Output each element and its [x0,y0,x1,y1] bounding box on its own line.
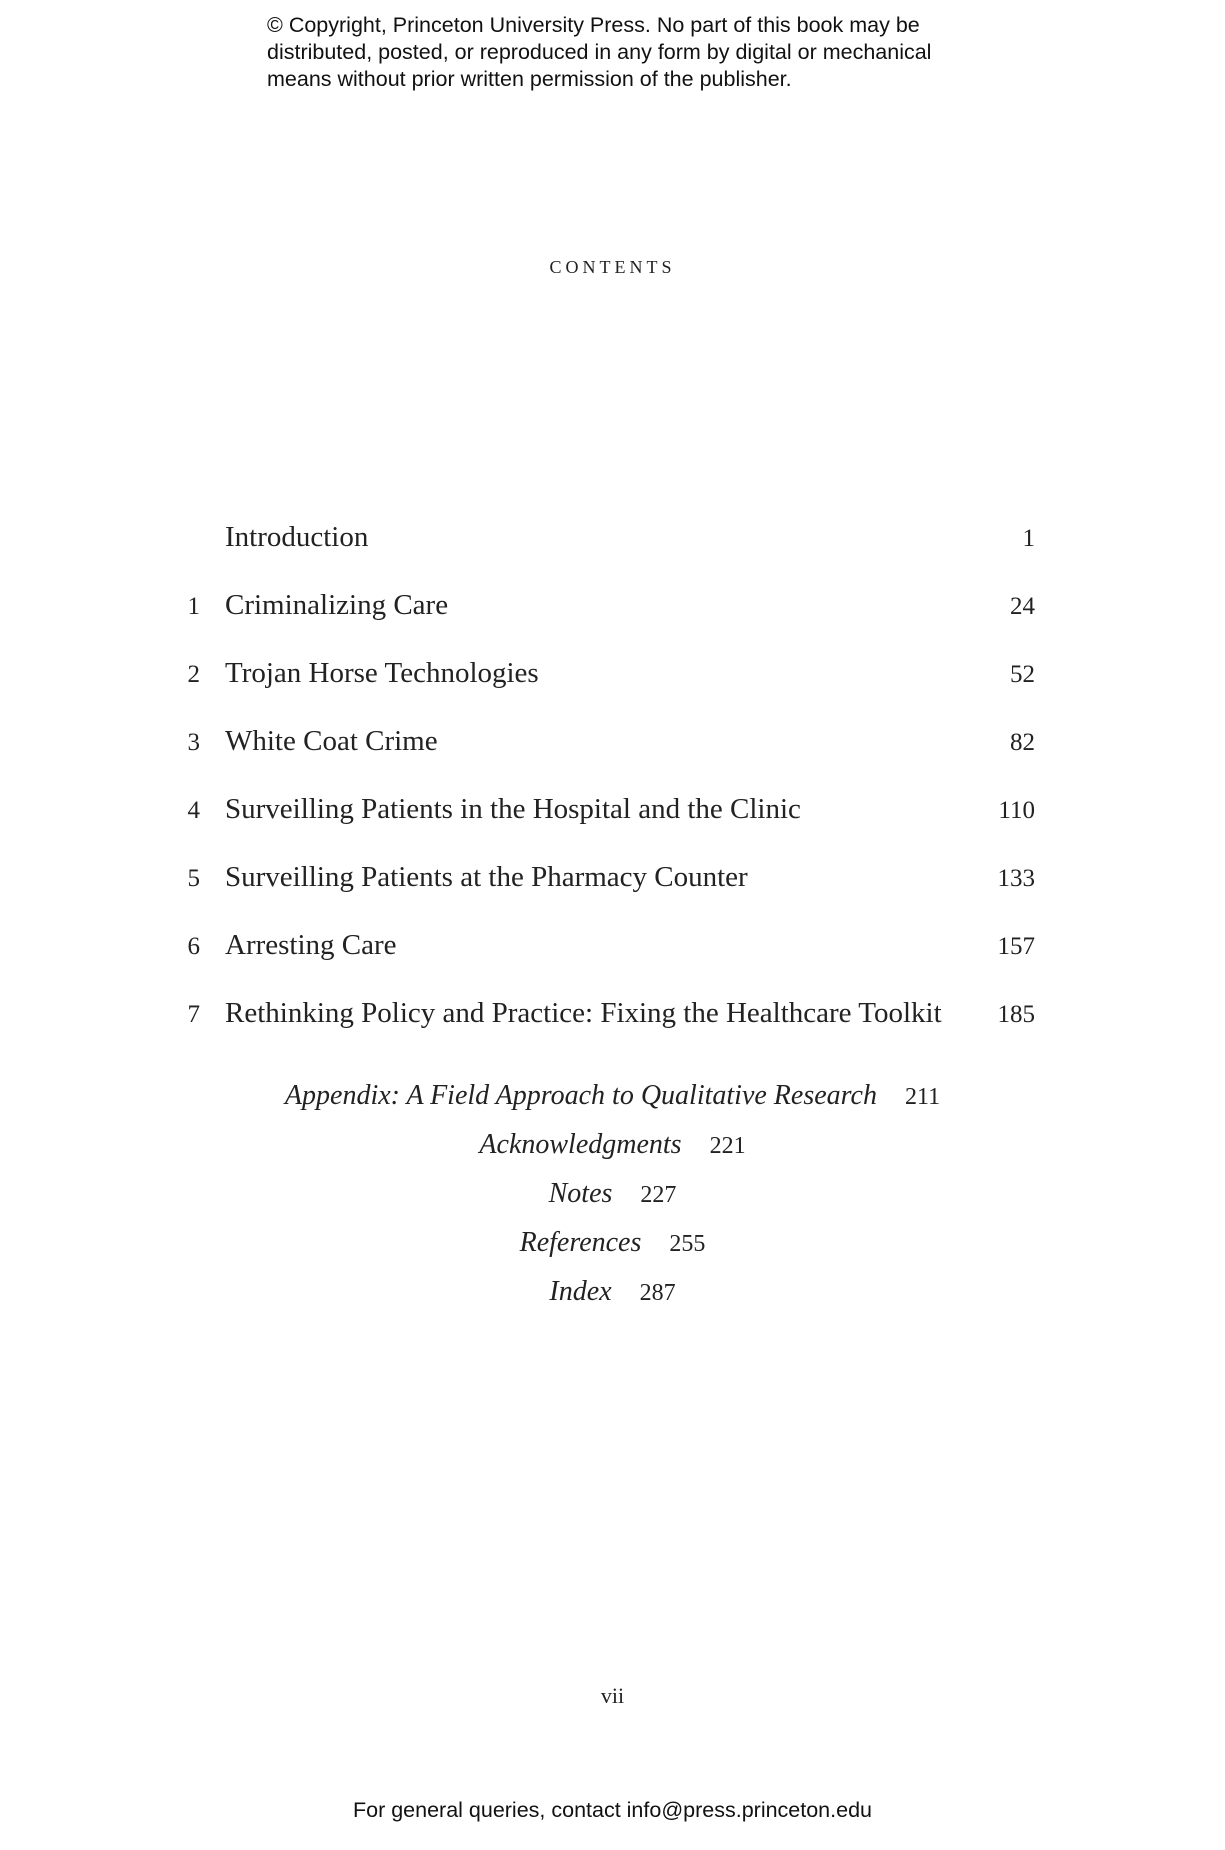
copyright-notice [267,12,987,93]
toc-entry-chapter-5 [180,855,1035,923]
chapter-number: 3 [187,729,200,756]
back-matter-title: Acknowledgments [479,1129,682,1160]
page-number: vii [600,1683,625,1708]
back-matter-title: Notes [548,1178,613,1209]
chapter-title: Arresting Care [225,929,397,961]
chapter-page: 1 [1022,525,1035,552]
chapter-page: 52 [1010,661,1035,688]
chapter-title: Surveilling Patients in the Hospital and the Clinic [225,793,801,825]
copyright-line: © Copyright, Princeton University Press. No part of this book may be [267,13,920,37]
chapter-number: 5 [187,865,200,892]
toc-entry-chapter-3 [180,719,1035,787]
back-matter-entry-notes [0,1178,1225,1227]
chapter-page: 82 [1010,729,1035,756]
chapter-title: Criminalizing Care [225,589,449,621]
toc-entry-chapter-7 [180,991,1035,1059]
toc-entry-chapter-1 [180,583,1035,651]
toc-entry-chapter-4 [180,787,1035,855]
chapter-page: 24 [1010,593,1035,620]
chapter-title: Surveilling Patients at the Pharmacy Counter [225,861,748,893]
footer-contact: For general queries, contact info@press.princeton.edu [352,1798,872,1822]
chapter-title: Rethinking Policy and Practice: Fixing the Healthcare Toolkit [225,997,942,1029]
chapter-number: 4 [187,797,200,824]
chapter-number: 6 [187,933,200,960]
chapter-title: White Coat Crime [225,725,438,757]
chapter-title: Trojan Horse Technologies [225,657,539,689]
contents-heading: contents [549,250,676,279]
toc-list [180,515,1035,1059]
copyright-line: distributed, posted, or reproduced in any form by digital or mechanical [267,40,932,64]
chapter-page: 185 [997,1001,1035,1028]
back-matter-title: Index [549,1276,612,1307]
back-matter-page: 255 [669,1231,706,1257]
toc-entry-chapter-6 [180,923,1035,991]
chapter-page: 133 [997,865,1035,892]
back-matter-page: 227 [640,1182,677,1208]
back-matter-entry-acknowledgments [0,1129,1225,1178]
back-matter-list [0,1080,1225,1325]
chapter-number: 2 [187,661,200,688]
back-matter-page: 287 [639,1280,676,1306]
copyright-line: means without prior written permission of the publisher. [267,67,792,91]
back-matter-title: References [519,1227,642,1258]
chapter-page: 110 [998,797,1035,824]
toc-entry-introduction [180,515,1035,583]
back-matter-entry-appendix [0,1080,1225,1129]
back-matter-page: 221 [709,1133,746,1159]
back-matter-title: Appendix: A Field Approach to Qualitative Research [284,1080,877,1111]
back-matter-entry-references [0,1227,1225,1276]
back-matter-page: 211 [904,1084,941,1110]
chapter-number: 1 [187,593,200,620]
back-matter-entry-index [0,1276,1225,1325]
chapter-number: 7 [187,1001,200,1028]
toc-entry-chapter-2 [180,651,1035,719]
chapter-page: 157 [997,933,1035,960]
chapter-title: Introduction [225,521,369,553]
